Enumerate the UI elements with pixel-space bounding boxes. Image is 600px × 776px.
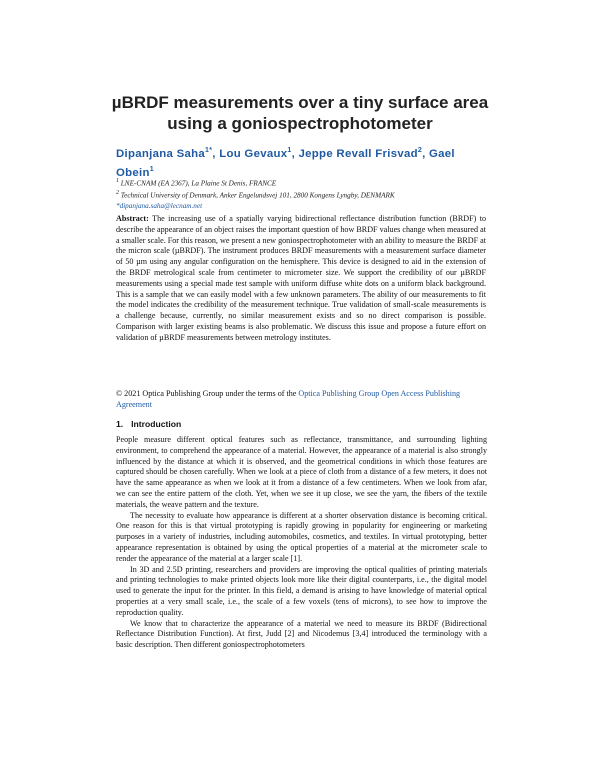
paragraph: People measure different optical features such as reflectance, transmittance, and surrounding lighting environment, to comprehend the appearance of a material. However, the appearance of a material is also strongly influenced by the distance at which it is observed, and the geometrical conditions in which those features are captured should be chosen carefully. When we look at a piece of cloth from a distance of a few meters, it does not have the same appearance as when we look at it from a distance of a few centimeters. When we look from afar, we can see the entire pattern of the cloth. Yet, when we see it up close, we see the yarn, the fibers of the textile materials, the weave pattern and the texture. (116, 435, 487, 509)
paragraph: In 3D and 2.5D printing, researchers and providers are improving the optical qualities of printing materials and printing technologies to make printed objects look more like their digital counterparts, i.e., the digital model used to generate the input for the printer. In this field, a demand is arising to have knowledge of material optical properties at a very small scale, i.e., the scale of a few voxels (tens of microns), to see how to improve the reproduction quality. (116, 564, 487, 617)
title-line-1: µBRDF measurements over a tiny surface area (111, 93, 489, 112)
author-name: Obein (116, 166, 150, 179)
affiliations (116, 176, 496, 211)
section-number: 1. (116, 419, 124, 429)
copyright-notice (116, 389, 488, 411)
paper-title (0, 92, 600, 134)
author-name: Lou Gevaux (219, 147, 288, 160)
affiliation-2: $^2$ Technical University of Denmark, Anker Engelundsvej 101, 2800 Kongens Lyngby, DENMARK (116, 190, 395, 200)
author-affil-sup: 2 (417, 147, 423, 154)
abstract (116, 214, 486, 344)
author-list (116, 143, 496, 181)
introduction-body (116, 435, 487, 651)
author-name: Jeppe Revall Frisvad (298, 147, 418, 160)
paragraph: We know that to characterize the appearance of a material we need to measure its BRDF (Bidirectional Reflectance Distribution Function). At first, Judd [2] and Nicodemus [3,4] introduced the terminology with a basic description. Then different goniospectrophotometers (116, 618, 487, 650)
open-access-agreement-link[interactable]: Optica Publishing Group Open Access Publishing Agreement (116, 389, 461, 409)
author-sep: , (212, 147, 220, 160)
paragraph: The necessity to evaluate how appearance is different at a shorter observation distance is becoming critical. One reason for this is that virtual prototyping is rapidly growing in popularity for engineering or marketing purposes in a variety of industries, including automobiles, cosmetics, and textiles. In virtual prototyping, better appearance representation is obtained by using the optical properties of a material at the micrometer scale to render the appearance of the material at a larger scale [1]. (116, 510, 487, 563)
affiliation-1: $^1$ LNE-CNAM (EA 2367), La Plaine St Denis, FRANCE (116, 178, 277, 188)
author-line-1 (116, 143, 496, 162)
author-name: Dipanjana Saha (116, 147, 206, 160)
title-line-2: using a goniospectrophotometer (167, 114, 433, 133)
abstract-label: Abstract: (116, 214, 149, 223)
corresponding-email-link[interactable]: *dipanjana.saha@lecnam.net (116, 201, 203, 210)
abstract-text: The increasing use of a spatially varying bidirectional reflectance distribution function (BRDF) to describe the appearance of an object raises the important question of how BRDF values change when measured at a smaller scale. For this reason, we present a new goniospectrophotometer with an ability to measure the BRDF at the micron scale (µBRDF). The instrument produces BRDF measurements with a measurement surface diameter of 50 µm using any angular configuration on the hemisphere. This device is designed to aid in the extension of the BRDF metrological scale from centimeter to micrometer size. We support the credibility of our µBRDF measurements using a special made test sample with uniform diffuse white dots on a uniform black background. This is a sample that we can easily model with a few unknown parameters. The ability of our measurements to fit the model indicates the credibility of the measurement technique. True validation of small-scale measurements is a challenge because, currently, no similar measurement exists and so no direct comparison is possible. Comparison with larger existing beams is also problematic. We discuss this issue and propose a future effort on validation of µBRDF measurements between metrology institutes. (116, 214, 486, 342)
author-sep: , (291, 147, 299, 160)
author-affil-sup: 1 (287, 147, 292, 154)
copyright-text: © 2021 Optica Publishing Group under the terms of the (116, 389, 299, 398)
section-heading-introduction (116, 418, 181, 430)
author-name: Gael (429, 147, 455, 160)
author-affil-sup: 1* (205, 147, 213, 154)
section-title: Introduction (131, 419, 182, 429)
author-sep: , (422, 147, 429, 160)
author-affil-sup: 1 (149, 165, 154, 173)
